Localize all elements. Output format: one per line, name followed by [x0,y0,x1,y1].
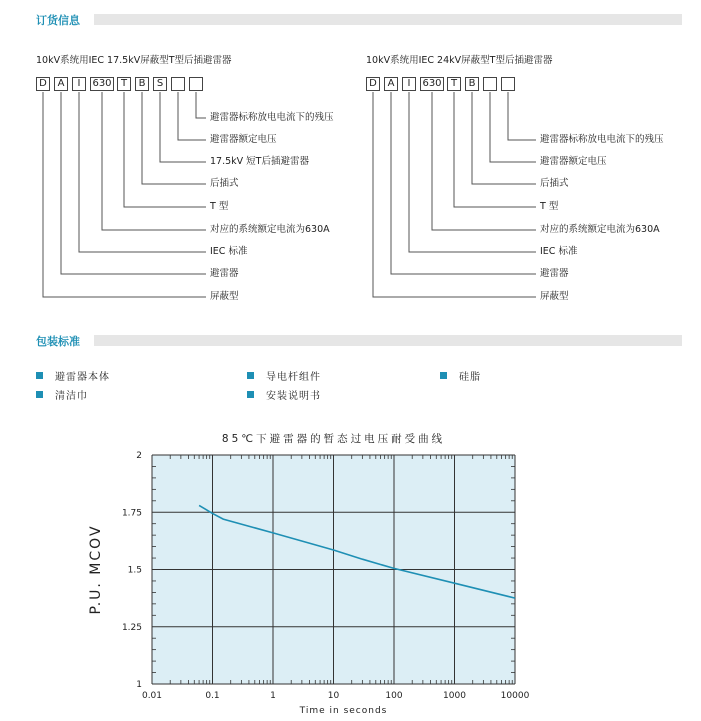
y-tick-label: 1.25 [121,622,142,633]
code-1-box-5: T [117,77,131,91]
code-2-title: 10kV系统用IEC 24kV屏蔽型T型后插避雷器 [366,55,553,66]
package-item-4-label: 清洁巾 [55,391,88,402]
code-1-label-8: 避雷器 [210,268,239,279]
code-2-box-2: A [384,77,398,91]
y-tick-label: 1.75 [121,508,142,519]
code-2-label-8: 屏蔽型 [540,291,569,302]
x-tick-label: 0.1 [205,691,220,701]
package-item-5-label: 安装说明书 [266,391,321,402]
code-1-label-2: 避雷器额定电压 [210,134,277,145]
x-tick-label: 10000 [500,691,530,701]
package-item-3-label: 硅脂 [459,372,481,383]
package-item-2-label: 导电杆组件 [266,372,321,383]
code-1-box-3: I [72,77,86,91]
y-axis-label: P.U. MCOV [88,524,104,615]
code-2-label-7: 避雷器 [540,268,569,279]
y-tick-label: 1.5 [127,565,142,576]
code-2-label-3: 后插式 [540,178,569,189]
code-1-label-7: IEC 标准 [210,246,248,257]
x-tick-label: 1000 [443,691,466,701]
code-1-label-5: T 型 [210,201,229,212]
code-1-label-3: 17.5kV 短T后插避雷器 [210,156,309,167]
code-1-label-1: 避雷器标称放电电流下的残压 [210,112,334,123]
code-2-label-5: 对应的系统额定电流为630A [540,224,660,235]
code-2-box-6: B [465,77,479,91]
code-2-label-4: T 型 [540,201,559,212]
x-tick-label: 10 [327,691,340,701]
code-1-box-4: 630 [90,77,114,91]
code-2-label-1: 避雷器标称放电电流下的残压 [540,134,664,145]
x-axis-label: Time in seconds [299,706,388,716]
code-1-box-2: A [54,77,68,91]
code-1-box-7: S [153,77,167,91]
y-tick-label: 2 [136,451,142,461]
code-1-box-6: B [135,77,149,91]
package-section-title: 包装标准 [36,335,80,348]
x-tick-label: 100 [385,691,403,701]
x-tick-label: 0.01 [141,691,163,701]
order-section-title: 订货信息 [36,14,80,27]
code-2-box-1: D [366,77,380,91]
code-1-title: 10kV系统用IEC 17.5kV屏蔽型T型后插避雷器 [36,55,232,66]
code-1-label-6: 对应的系统额定电流为630A [210,224,330,235]
y-tick-label: 1 [136,680,142,690]
code-2-box-5: T [447,77,461,91]
chart-title: 85℃下避雷器的暂态过电压耐受曲线 [221,433,446,445]
package-item-1-label: 避雷器本体 [55,372,110,383]
code-2-label-2: 避雷器额定电压 [540,156,607,167]
x-tick-label: 1 [270,691,276,701]
code-2-label-6: IEC 标准 [540,246,578,257]
code-2-box-4: 630 [420,77,444,91]
code-1-box-1: D [36,77,50,91]
code-2-box-3: I [402,77,416,91]
code-1-label-4: 后插式 [210,178,239,189]
code-1-label-9: 屏蔽型 [210,291,239,302]
